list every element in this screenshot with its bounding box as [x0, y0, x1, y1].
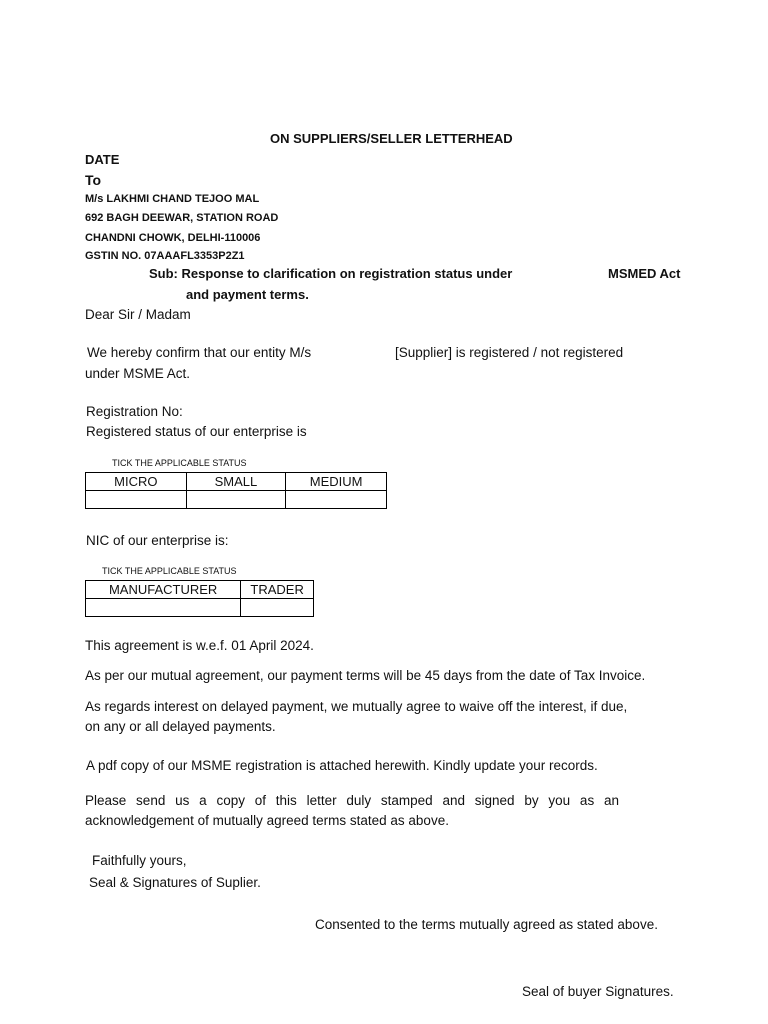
gstin-line: GSTIN NO. 07AAAFL3353P2Z1	[85, 250, 245, 262]
request-text-2: acknowledgement of mutually agreed terms stated as above.	[85, 813, 449, 828]
nic-label: NIC of our enterprise is:	[86, 533, 229, 548]
registration-status-label: Registered status of our enterprise is	[86, 424, 307, 439]
address-line-3: CHANDNI CHOWK, DELHI-110006	[85, 232, 261, 244]
seal-buyer-text: Seal of buyer Signatures.	[522, 984, 674, 999]
payment-terms-text: As per our mutual agreement, our payment terms will be 45 days from the date of Tax Invoice.	[85, 668, 646, 683]
nic-header-manufacturer: MANUFACTURER	[86, 581, 241, 599]
subject-line-2: and payment terms.	[186, 287, 309, 302]
interest-text-1: As regards interest on delayed payment, we mutually agree to waive off the interest, if due,	[85, 699, 628, 714]
nic-header-trader: TRADER	[241, 581, 314, 599]
request-text-1: Please send us a copy of this letter duly stamped and signed by you as an	[85, 793, 619, 808]
salutation: Dear Sir / Madam	[85, 307, 191, 322]
to-label: To	[85, 172, 102, 188]
letterhead-title: ON SUPPLIERS/SELLER LETTERHEAD	[270, 131, 513, 146]
enterprise-status-table	[85, 472, 387, 509]
subject-act: MSMED Act	[608, 266, 681, 281]
address-line-2: 692 BAGH DEEWAR, STATION ROAD	[85, 212, 279, 224]
status-header-small: SMALL	[186, 473, 286, 491]
pdf-copy-text: A pdf copy of our MSME registration is attached herewith. Kindly update your records.	[86, 758, 598, 773]
confirm-text-1: We hereby confirm that our entity M/s	[87, 345, 312, 360]
consented-text: Consented to the terms mutually agreed as stated above.	[315, 917, 658, 932]
status-table-caption: TICK THE APPLICABLE STATUS	[112, 458, 247, 468]
faithfully-yours: Faithfully yours,	[92, 853, 187, 868]
status-cell-medium[interactable]	[286, 491, 387, 509]
confirm-text-2: [Supplier] is registered / not registered	[395, 345, 624, 360]
status-header-micro: MICRO	[86, 473, 187, 491]
confirm-text-3: under MSME Act.	[85, 366, 191, 381]
status-cell-small[interactable]	[186, 491, 286, 509]
date-label: DATE	[85, 152, 120, 167]
nic-cell-manufacturer[interactable]	[86, 599, 241, 617]
nic-table	[85, 580, 314, 617]
nic-table-caption: TICK THE APPLICABLE STATUS	[102, 566, 237, 576]
nic-cell-trader[interactable]	[241, 599, 314, 617]
address-line-1: M/s LAKHMI CHAND TEJOO MAL	[85, 193, 260, 205]
interest-text-2: on any or all delayed payments.	[85, 719, 276, 734]
seal-supplier-text: Seal & Signatures of Suplier.	[89, 875, 261, 890]
status-header-medium: MEDIUM	[286, 473, 387, 491]
subject-line-1: Sub: Response to clarification on registration status under	[149, 266, 513, 281]
status-cell-micro[interactable]	[86, 491, 187, 509]
registration-no-label: Registration No:	[86, 404, 183, 419]
agreement-date-text: This agreement is w.e.f. 01 April 2024.	[85, 638, 314, 653]
